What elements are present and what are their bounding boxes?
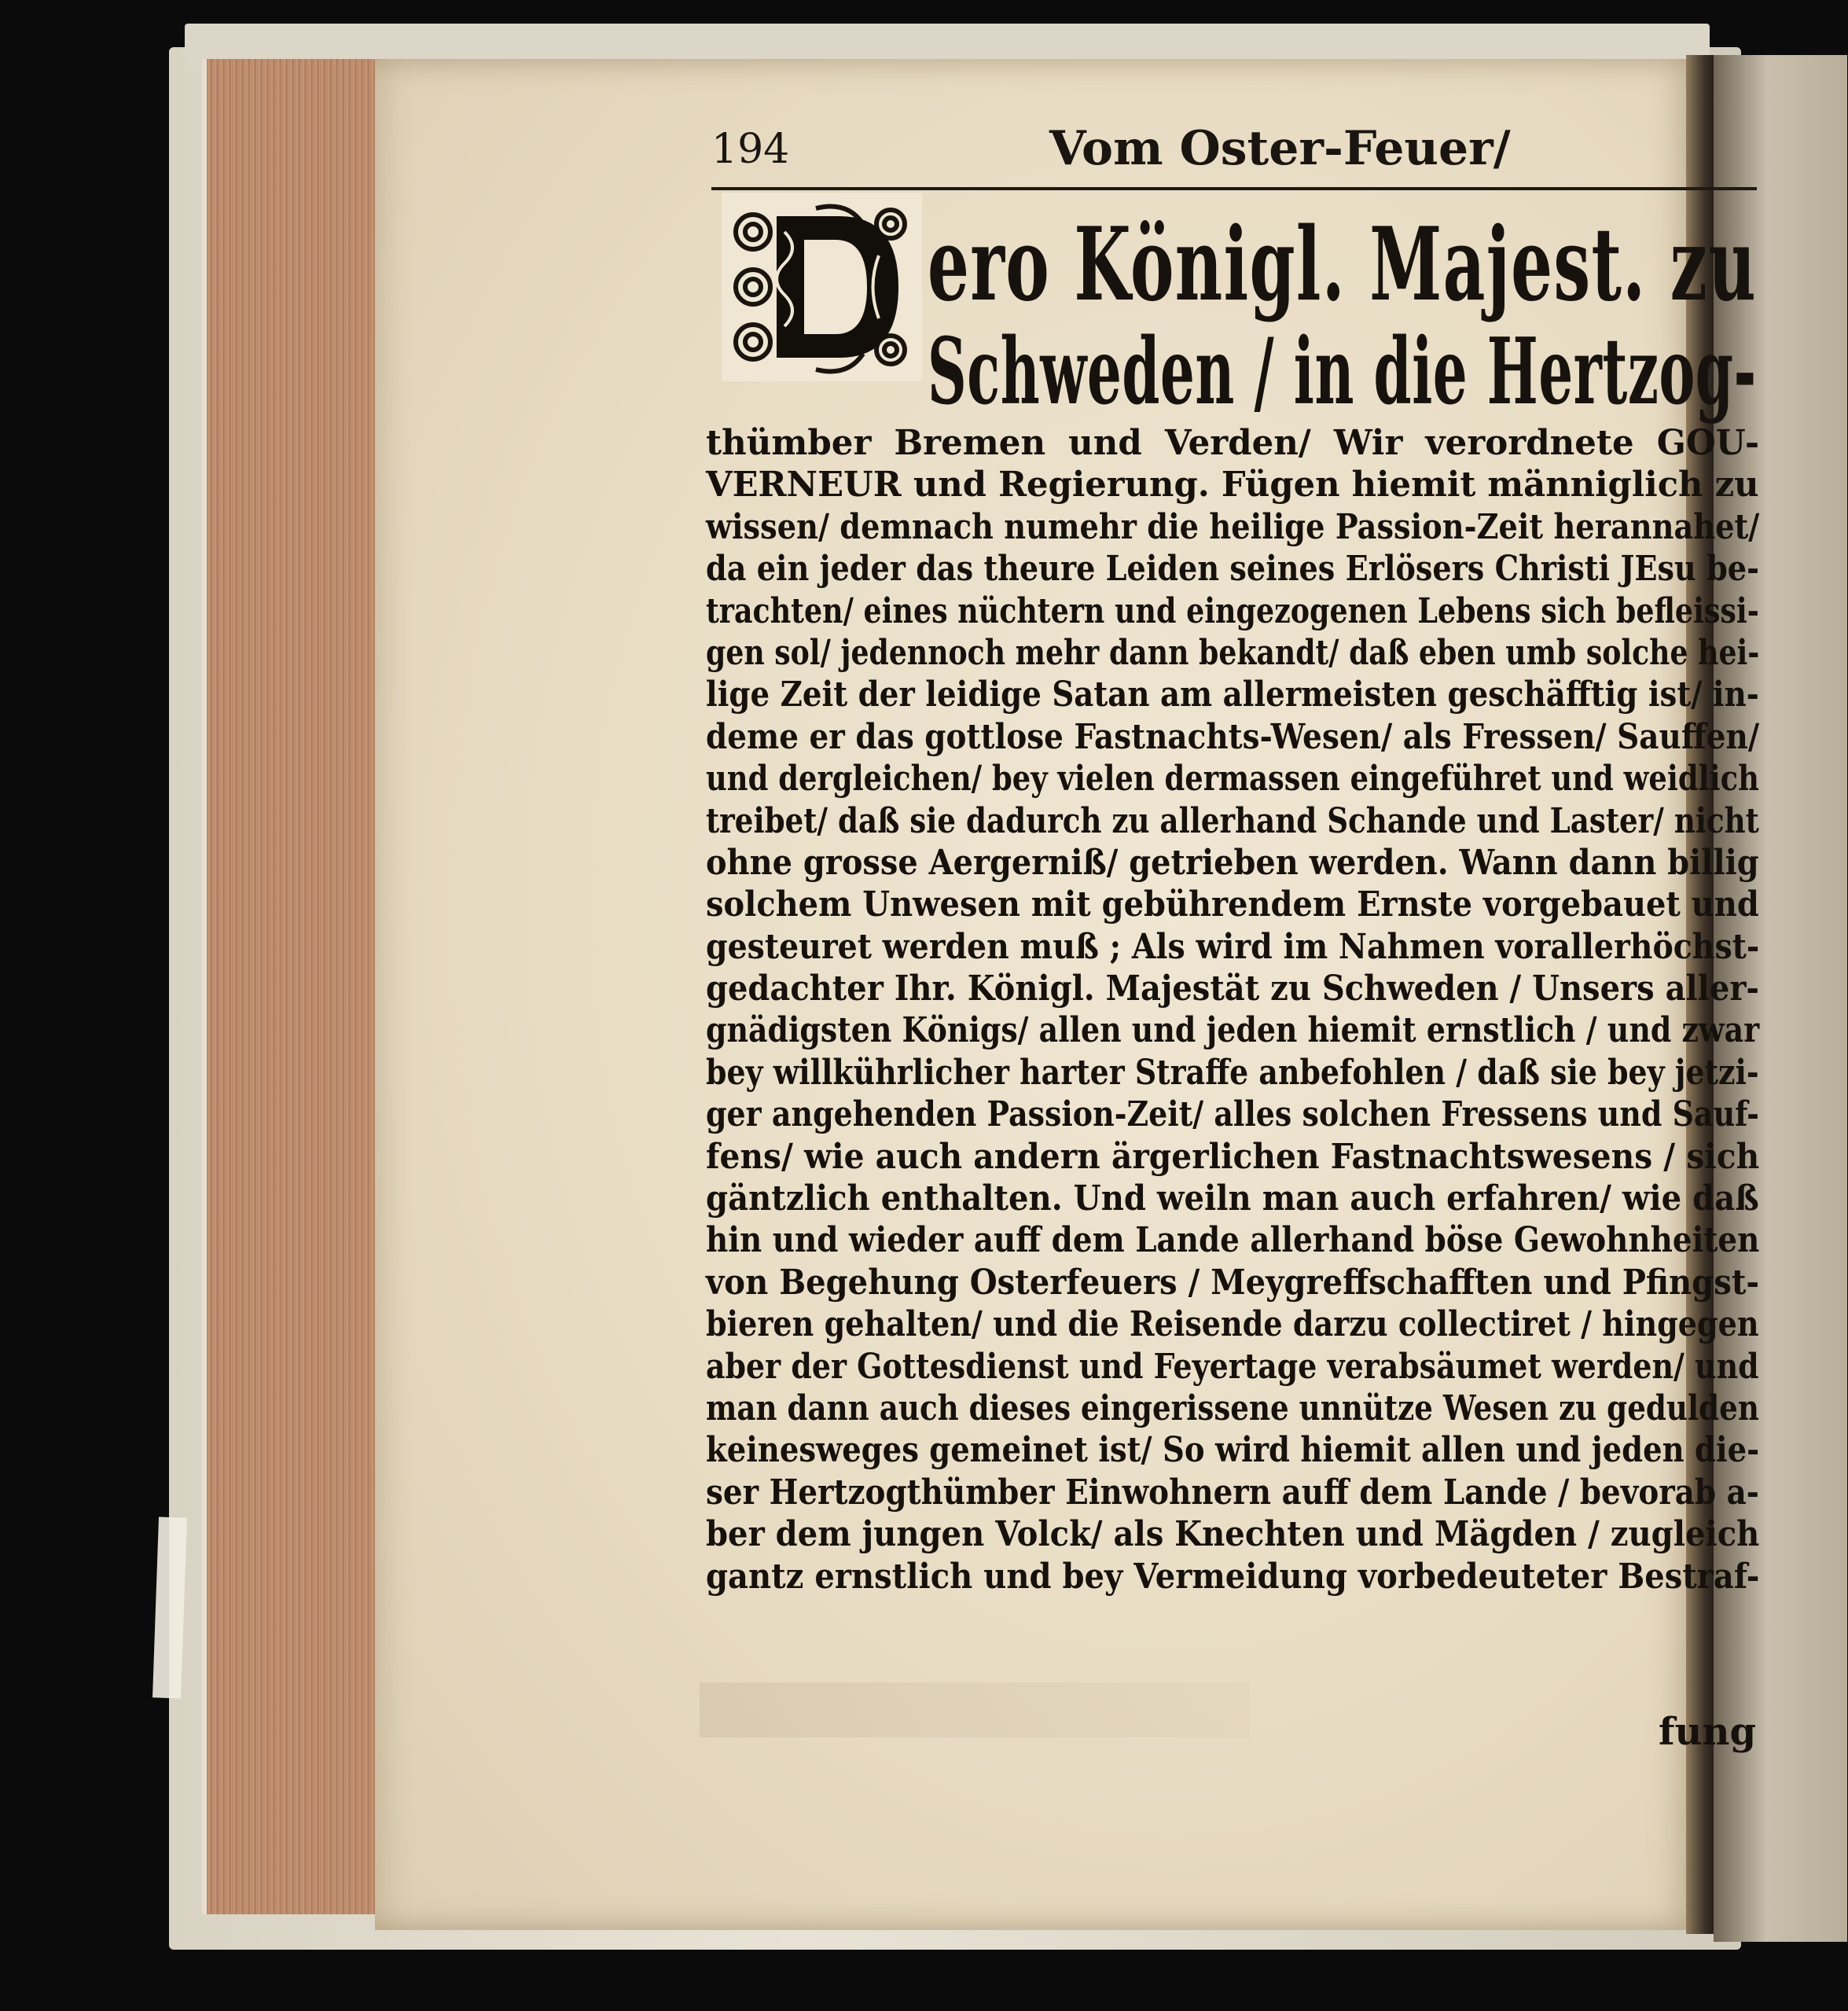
title-line-2: Schweden / in die Hertzog-: [928, 318, 1757, 425]
body-line: gantz ernstlich und bey Vermeidung vorbedeuteter Bestraf-: [706, 1556, 1760, 1597]
body-line: gen sol/ jedennoch mehr dann bekandt/ daß eben umb solche hei-: [706, 632, 1760, 673]
show-through: [700, 1682, 1250, 1737]
body-line: trachten/ eines nüchtern und eingezogenen Lebens sich befleissi-: [706, 590, 1759, 631]
body-line: ohne grosse Aergerniß/ getrieben werden. Wann dann billig: [706, 842, 1759, 883]
body-line: gedachter Ihr. Königl. Majestät zu Schweden / Unsers aller-: [706, 969, 1760, 1009]
body-line: bieren gehalten/ und die Reisende darzu collectiret / hingegen: [706, 1304, 1759, 1345]
page-edges: [202, 59, 395, 1914]
body-line: VERNEUR und Regierung. Fügen hiemit männiglich zu: [706, 465, 1759, 506]
body-line: ser Hertzogthümber Einwohnern auff dem Lande / bevorab a-: [706, 1472, 1759, 1513]
page-header: [711, 121, 1757, 181]
body-line: aber der Gottesdienst und Feyertage verabsäumet werden/ und: [706, 1346, 1759, 1387]
header-rule: [711, 187, 1757, 190]
body-line: treibet/ daß sie dadurch zu allerhand Schande und Laster/ nicht: [706, 800, 1759, 841]
body-line: lige Zeit der leidige Satan am allermeisten geschäfftig ist/ in-: [706, 675, 1759, 715]
running-head: Vom Oster-Feuer/: [1049, 121, 1511, 176]
drop-cap: [722, 193, 922, 381]
body-line: ger angehenden Passion-Zeit/ alles solchen Fressens und Sauf-: [706, 1094, 1759, 1135]
body-line: gnädigsten Königs/ allen und jeden hiemit ernstlich / und zwar: [706, 1010, 1760, 1051]
body-line: thümber Bremen und Verden/ Wir verordnete GOU-: [706, 423, 1759, 463]
body-line: gäntzlich enthalten. Und weiln man auch erfahren/ wie daß: [706, 1178, 1759, 1219]
body-line: fens/ wie auch andern ärgerlichen Fastnachtswesens / sich: [706, 1136, 1760, 1177]
body-line: gesteuret werden muß ; Als wird im Nahmen vorallerhöchst-: [706, 926, 1760, 967]
title-line-1: ero Königl. Majest. zu: [928, 206, 1757, 324]
body-line: ber dem jungen Volck/ als Knechten und Mägden / zugleich: [706, 1514, 1760, 1555]
body-line: solchem Unwesen mit gebührendem Ernste vorgebauet und: [706, 884, 1759, 925]
body-line: hin und wieder auff dem Lande allerhand böse Gewohnheiten: [706, 1220, 1760, 1261]
body-line: deme er das gottlose Fastnachts-Wesen/ als Fressen/ Sauffen/: [706, 716, 1760, 757]
body-line: keinesweges gemeinet ist/ So wird hiemit allen und jeden die-: [706, 1430, 1760, 1471]
body-text: [706, 422, 1759, 1597]
page-number: 194: [711, 126, 790, 173]
body-line: bey willkührlicher harter Straffe anbefohlen / daß sie bey jetzi-: [706, 1052, 1759, 1093]
body-line: von Begehung Osterfeuers / Meygreffschafften und Pfingst-: [706, 1262, 1760, 1303]
body-line: wissen/ demnach numehr die heilige Passion-Zeit herannahet/: [706, 506, 1760, 547]
body-line: man dann auch dieses eingerissene unnütze Wesen zu gedulden: [706, 1388, 1759, 1428]
catchword: fung: [1659, 1710, 1757, 1754]
ornamental-initial-icon: [722, 193, 922, 381]
body-line: da ein jeder das theure Leiden seines Erlösers Christi JEsu be-: [706, 549, 1759, 590]
body-line: und dergleichen/ bey vielen dermassen eingeführet und weidlich: [706, 759, 1759, 800]
